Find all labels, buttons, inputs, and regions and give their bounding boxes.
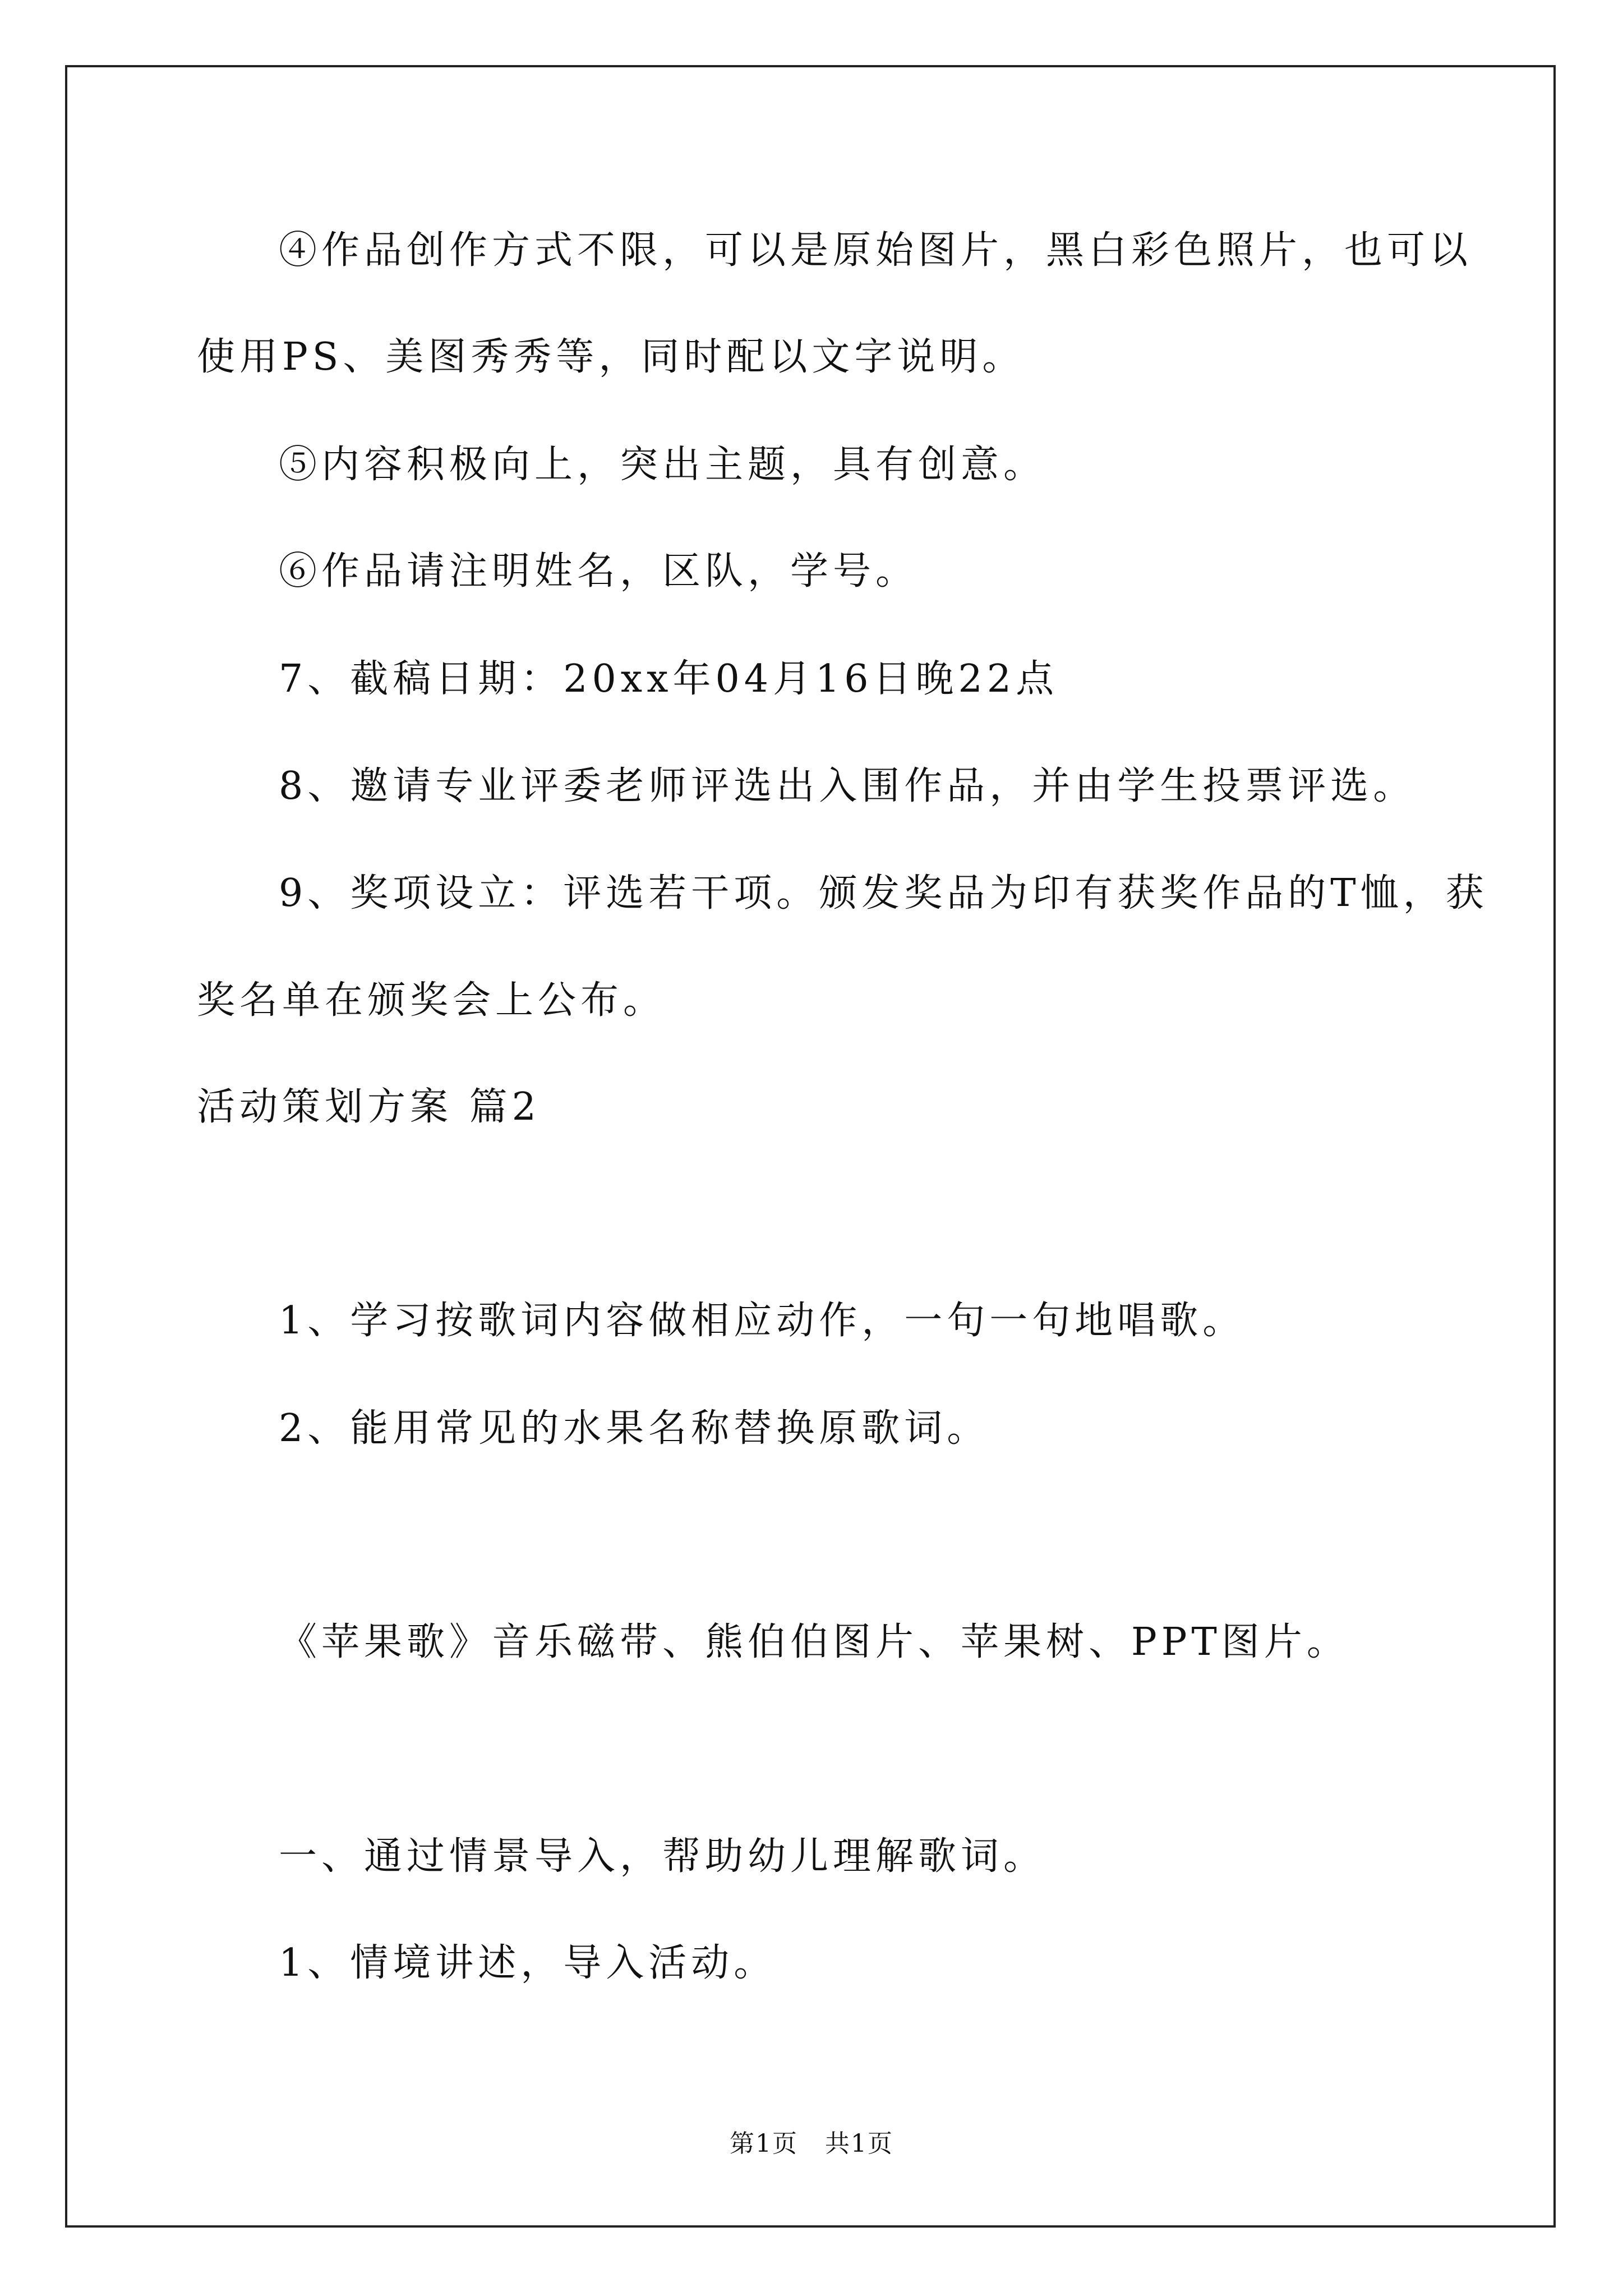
paragraph-line: 奖名单在颁奖会上公布。 <box>197 978 666 1023</box>
paragraph-line: 7、截稿日期：20xx年04月16日晚22点 <box>279 657 1059 701</box>
paragraph-line: ④作品创作方式不限，可以是原始图片，黑白彩色照片，也可以 <box>279 228 1473 273</box>
paragraph-line: 2、能用常见的水果名称替换原歌词。 <box>279 1406 990 1451</box>
paragraph-line: 9、奖项设立：评选若干项。颁发奖品为印有获奖作品的T恤，获 <box>279 871 1488 915</box>
paragraph-line: ⑤内容积极向上，突出主题，具有创意。 <box>279 443 1046 487</box>
page-footer: 第1页 共1页 <box>730 2129 893 2158</box>
paragraph-line: 一、通过情景导入，帮助幼儿理解歌词。 <box>279 1834 1046 1879</box>
paragraph-line: 使用PS、美图秀秀等，同时配以文字说明。 <box>197 335 1025 379</box>
section-heading: 活动策划方案 篇2 <box>197 1085 541 1129</box>
page-border <box>65 65 1556 2228</box>
paragraph-line: 《苹果歌》音乐磁带、熊伯伯图片、苹果树、PPT图片。 <box>279 1620 1349 1664</box>
paragraph-line: 1、情境讲述，导入活动。 <box>279 1941 777 1985</box>
paragraph-line: ⑥作品请注明姓名，区队，学号。 <box>279 549 919 593</box>
paragraph-line: 1、学习按歌词内容做相应动作，一句一句地唱歌。 <box>279 1299 1246 1343</box>
paragraph-line: 8、邀请专业评委老师评选出入围作品，并由学生投票评选。 <box>279 764 1416 808</box>
